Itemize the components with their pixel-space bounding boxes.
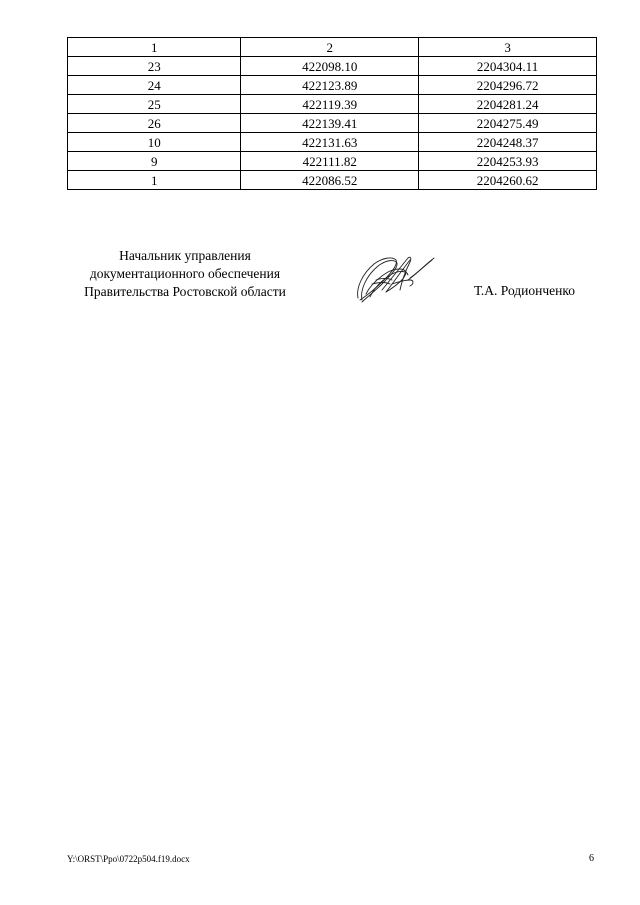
table-row xyxy=(68,152,597,171)
point-number-cell: 26 xyxy=(68,114,241,133)
table-row xyxy=(68,76,597,95)
table-row xyxy=(68,114,597,133)
header-cell: 3 xyxy=(419,38,597,57)
coordinates-table xyxy=(67,37,597,190)
y-coordinate-cell: 2204304.11 xyxy=(419,57,597,76)
position-line: документационного обеспечения xyxy=(89,266,281,281)
header-cell: 2 xyxy=(241,38,419,57)
signatory-name: Т.А. Родионченко xyxy=(474,283,575,298)
x-coordinate-cell: 422123.89 xyxy=(241,76,419,95)
x-coordinate-cell: 422086.52 xyxy=(241,171,419,190)
point-number-cell: 1 xyxy=(68,171,241,190)
point-number-cell: 25 xyxy=(68,95,241,114)
x-coordinate-cell: 422139.41 xyxy=(241,114,419,133)
signatory-position xyxy=(60,247,310,301)
x-coordinate-cell: 422111.82 xyxy=(241,152,419,171)
point-number-cell: 10 xyxy=(68,133,241,152)
y-coordinate-cell: 2204296.72 xyxy=(419,76,597,95)
position-line: Правительства Ростовской области xyxy=(84,284,286,299)
y-coordinate-cell: 2204281.24 xyxy=(419,95,597,114)
point-number-cell: 9 xyxy=(68,152,241,171)
footer-file-path: Y:\ORST\Ppo\0722p504.f19.docx xyxy=(67,854,190,864)
x-coordinate-cell: 422131.63 xyxy=(241,133,419,152)
y-coordinate-cell: 2204253.93 xyxy=(419,152,597,171)
handwritten-signature xyxy=(352,250,437,305)
y-coordinate-cell: 2204248.37 xyxy=(419,133,597,152)
position-line: Начальник управления xyxy=(119,248,251,263)
y-coordinate-cell: 2204275.49 xyxy=(419,114,597,133)
point-number-cell: 24 xyxy=(68,76,241,95)
x-coordinate-cell: 422098.10 xyxy=(241,57,419,76)
y-coordinate-cell: 2204260.62 xyxy=(419,171,597,190)
table-row xyxy=(68,95,597,114)
table-row xyxy=(68,133,597,152)
x-coordinate-cell: 422119.39 xyxy=(241,95,419,114)
point-number-cell: 23 xyxy=(68,57,241,76)
page-number: 6 xyxy=(589,853,594,864)
table-row xyxy=(68,171,597,190)
table-header-row xyxy=(68,38,597,57)
header-cell: 1 xyxy=(68,38,241,57)
table-row xyxy=(68,57,597,76)
